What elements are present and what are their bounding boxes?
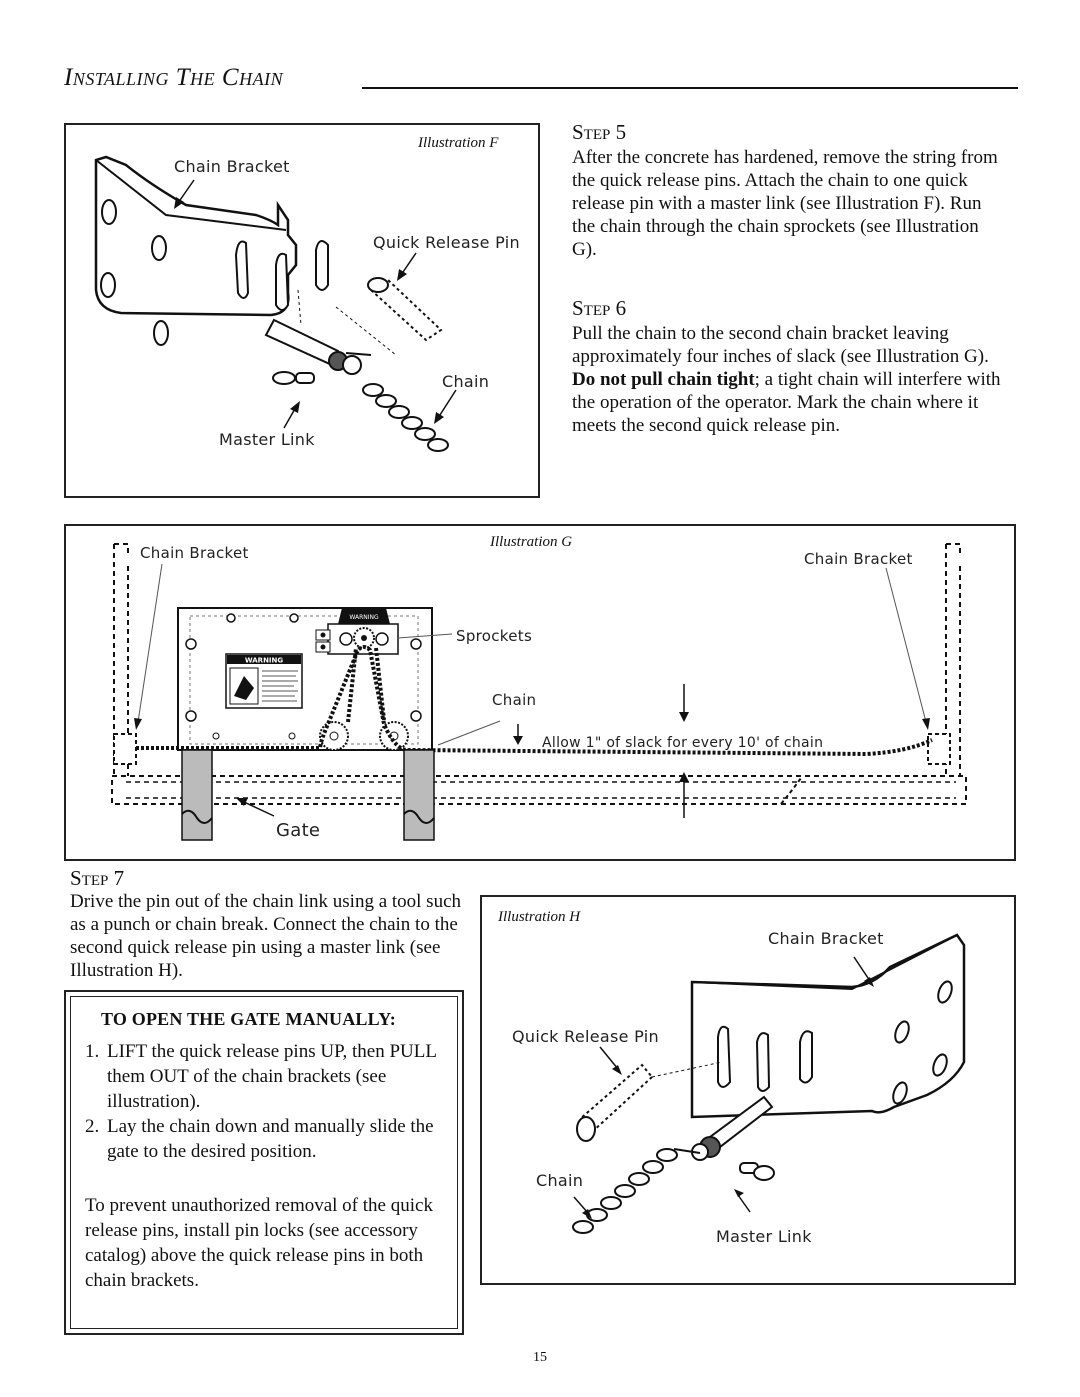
step7-heading: Step 7 xyxy=(70,866,125,890)
title-rule xyxy=(362,87,1018,89)
step6-text-b: ; a tight chain will interfere with the operation of the operator. Mark the chain where it meets the second quick release pin. xyxy=(572,369,1001,436)
warning-small-text: WARNING xyxy=(349,614,379,621)
manual-open-inner xyxy=(70,996,458,1329)
page-number: 15 xyxy=(533,1350,547,1365)
step7-text: Drive the pin out of the chain link using a tool such as a punch or chain break. Connect the chain to the second quick release pin using a master link (see Illustration H). xyxy=(70,891,462,981)
label-chain-bracket-h: Chain Bracket xyxy=(768,929,884,948)
label-master-link-f: Master Link xyxy=(219,430,315,449)
illustration-h-caption: Illustration H xyxy=(498,909,581,925)
manual-item-2-text: Lay the chain down and manually slide the gate to the desired position. xyxy=(107,1116,434,1162)
step6-text xyxy=(572,322,1002,437)
label-slack: Allow 1" of slack for every 10' of chain xyxy=(542,735,824,751)
illustration-g-box xyxy=(64,524,1016,861)
step5-heading: Step 5 xyxy=(572,120,627,144)
manual-item-1-num: 1. xyxy=(85,1041,100,1062)
illustration-f-box xyxy=(64,123,540,498)
label-chain-h: Chain xyxy=(536,1171,584,1190)
page-title: Installing The Chain xyxy=(64,64,284,91)
manual-item-2-num: 2. xyxy=(85,1116,100,1137)
manual-item-1-text: LIFT the quick release pins UP, then PULL them OUT of the chain brackets (see illustration). xyxy=(107,1041,437,1112)
step5-text: After the concrete has hardened, remove the string from the quick release pins. Attach the chain to one quick release pin with a master link (see Illustration F). Run the chain through the chain sprockets (see Illustration G). xyxy=(572,147,998,260)
illustration-g-caption: Illustration G xyxy=(490,534,573,550)
label-master-link-h: Master Link xyxy=(716,1227,812,1246)
label-chain-bracket-f: Chain Bracket xyxy=(174,157,290,176)
manual-open-box xyxy=(64,990,464,1335)
label-chain-g: Chain xyxy=(492,691,537,709)
manual-item-1 xyxy=(71,1039,451,1114)
illustration-h-box xyxy=(480,895,1016,1285)
illustration-g-drawing xyxy=(66,526,1018,863)
manual-heading: TO OPEN THE GATE MANUALLY: xyxy=(101,1009,396,1029)
label-quick-release-pin-h: Quick Release Pin xyxy=(512,1027,659,1046)
label-chain-bracket-right: Chain Bracket xyxy=(804,550,913,568)
label-quick-release-pin-f: Quick Release Pin xyxy=(373,233,520,252)
label-chain-f: Chain xyxy=(442,372,490,391)
manual-item-2 xyxy=(71,1114,451,1164)
label-gate: Gate xyxy=(276,820,321,841)
step6-bold: Do not pull chain tight xyxy=(572,369,755,390)
step6-text-a: Pull the chain to the second chain bracket leaving approximately four inches of slack (see Illustration G). xyxy=(572,323,989,367)
illustration-f-caption: Illustration F xyxy=(418,135,499,151)
warning-label-text: WARNING xyxy=(244,656,284,665)
label-chain-bracket-left: Chain Bracket xyxy=(140,544,249,562)
manual-note: To prevent unauthorized removal of the quick release pins, install pin locks (see accessory catalog) above the quick release pins in both chain brackets. xyxy=(85,1195,433,1291)
step6-heading: Step 6 xyxy=(572,296,627,320)
label-sprockets: Sprockets xyxy=(456,627,533,645)
manual-list xyxy=(71,1039,451,1164)
